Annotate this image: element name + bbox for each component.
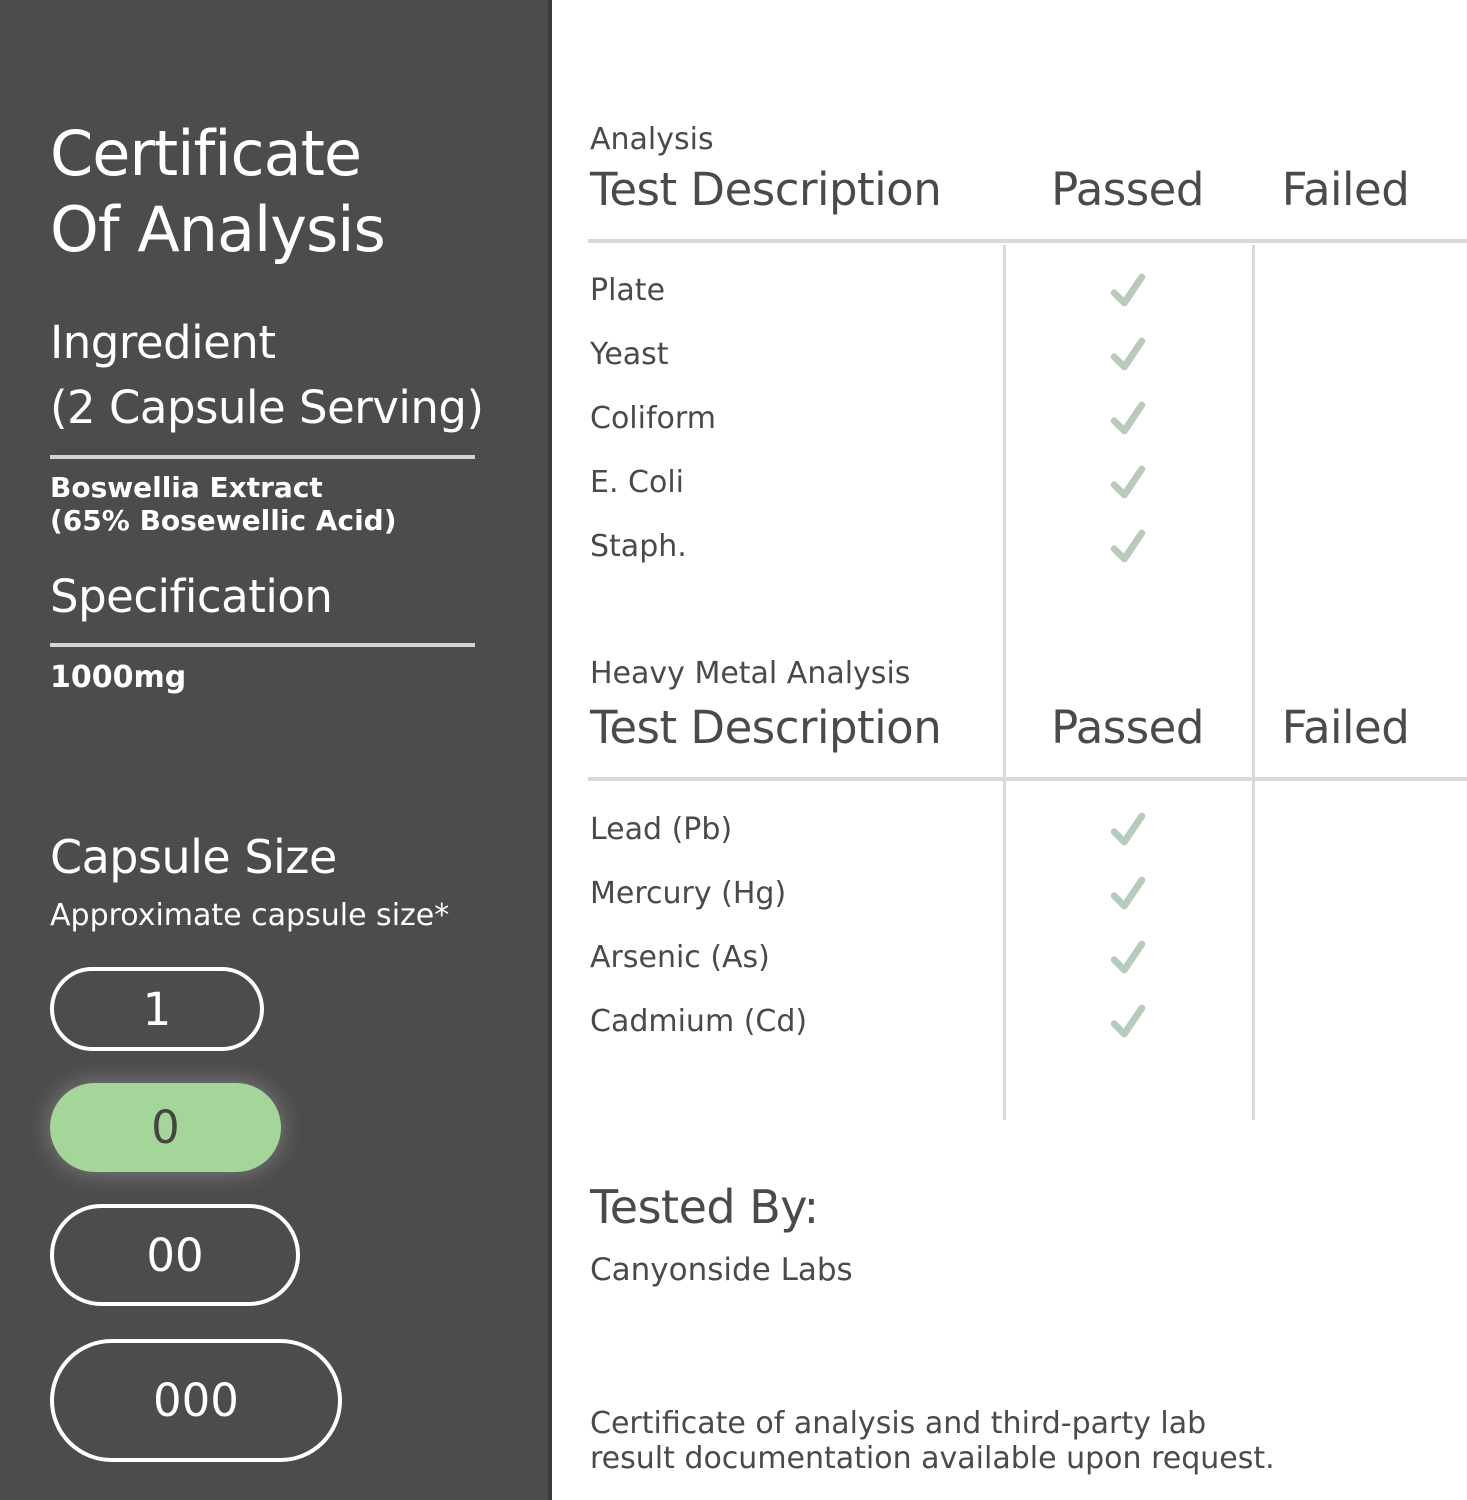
table-row (552, 797, 1467, 861)
capsule-size-pill-00: 00 (50, 1204, 300, 1306)
page-title (50, 116, 385, 268)
test-name: Lead (Pb) (590, 811, 733, 847)
specification-value: 1000mg (50, 660, 187, 695)
check-icon (1105, 523, 1151, 569)
table-row (552, 322, 1467, 386)
page-title-line2: Of Analysis (50, 193, 385, 266)
column-header-passed: Passed (1051, 701, 1204, 754)
analysis-table-header-rule (588, 239, 1467, 243)
test-name: Cadmium (Cd) (590, 1003, 808, 1039)
column-header-test-description: Test Description (590, 701, 942, 754)
check-icon (1105, 331, 1151, 377)
tested-by-value: Canyonside Labs (590, 1252, 853, 1288)
capsule-size-pill-000: 000 (50, 1339, 342, 1462)
analysis-table-rows (552, 258, 1467, 578)
ingredient-divider (50, 455, 475, 459)
table-row (552, 514, 1467, 578)
analysis-section-label: Analysis (590, 122, 714, 157)
column-header-test-description: Test Description (590, 163, 942, 216)
test-name: Arsenic (As) (590, 939, 770, 975)
check-icon (1105, 998, 1151, 1044)
heavy-metal-table-rows (552, 797, 1467, 1053)
check-icon (1105, 934, 1151, 980)
ingredient-heading-line1: Ingredient (50, 316, 276, 369)
footnote-line1: Certificate of analysis and third-party lab (590, 1406, 1207, 1441)
test-name: Coliform (590, 400, 716, 436)
footnote-line2: result documentation available upon request. (590, 1441, 1275, 1476)
page-title-line1: Certificate (50, 117, 362, 190)
column-header-failed: Failed (1281, 163, 1410, 216)
capsule-size-pill-1: 1 (50, 967, 264, 1051)
test-name: Mercury (Hg) (590, 875, 787, 911)
table-row (552, 925, 1467, 989)
specification-divider (50, 643, 475, 647)
main-panel (552, 0, 1467, 1500)
table-row (552, 258, 1467, 322)
ingredient-heading-line2: (2 Capsule Serving) (50, 381, 484, 434)
check-icon (1105, 806, 1151, 852)
ingredient-value (50, 471, 397, 537)
tested-by-heading: Tested By: (590, 1180, 819, 1234)
ingredient-heading (50, 310, 484, 440)
capsule-size-heading: Capsule Size (50, 830, 337, 884)
table-row (552, 861, 1467, 925)
capsule-size-pill-0-selected: 0 (50, 1083, 281, 1172)
test-name: Plate (590, 272, 666, 308)
capsule-size-subheading: Approximate capsule size* (50, 898, 450, 933)
check-icon (1105, 395, 1151, 441)
check-icon (1105, 267, 1151, 313)
sidebar (0, 0, 552, 1500)
column-header-failed: Failed (1281, 701, 1410, 754)
table-row (552, 386, 1467, 450)
check-icon (1105, 870, 1151, 916)
column-header-passed: Passed (1051, 163, 1204, 216)
footnote (590, 1406, 1275, 1476)
ingredient-value-line2: (65% Bosewellic Acid) (50, 504, 397, 537)
test-name: Yeast (590, 336, 669, 372)
test-name: E. Coli (590, 464, 684, 500)
heavy-metal-section-label: Heavy Metal Analysis (590, 656, 911, 691)
specification-heading: Specification (50, 570, 333, 623)
test-name: Staph. (590, 528, 687, 564)
check-icon (1105, 459, 1151, 505)
ingredient-value-line1: Boswellia Extract (50, 471, 323, 504)
table-row (552, 989, 1467, 1053)
heavy-metal-table-header-rule (588, 777, 1467, 781)
table-row (552, 450, 1467, 514)
analysis-table-header (552, 163, 1467, 216)
heavy-metal-table-header (552, 701, 1467, 754)
